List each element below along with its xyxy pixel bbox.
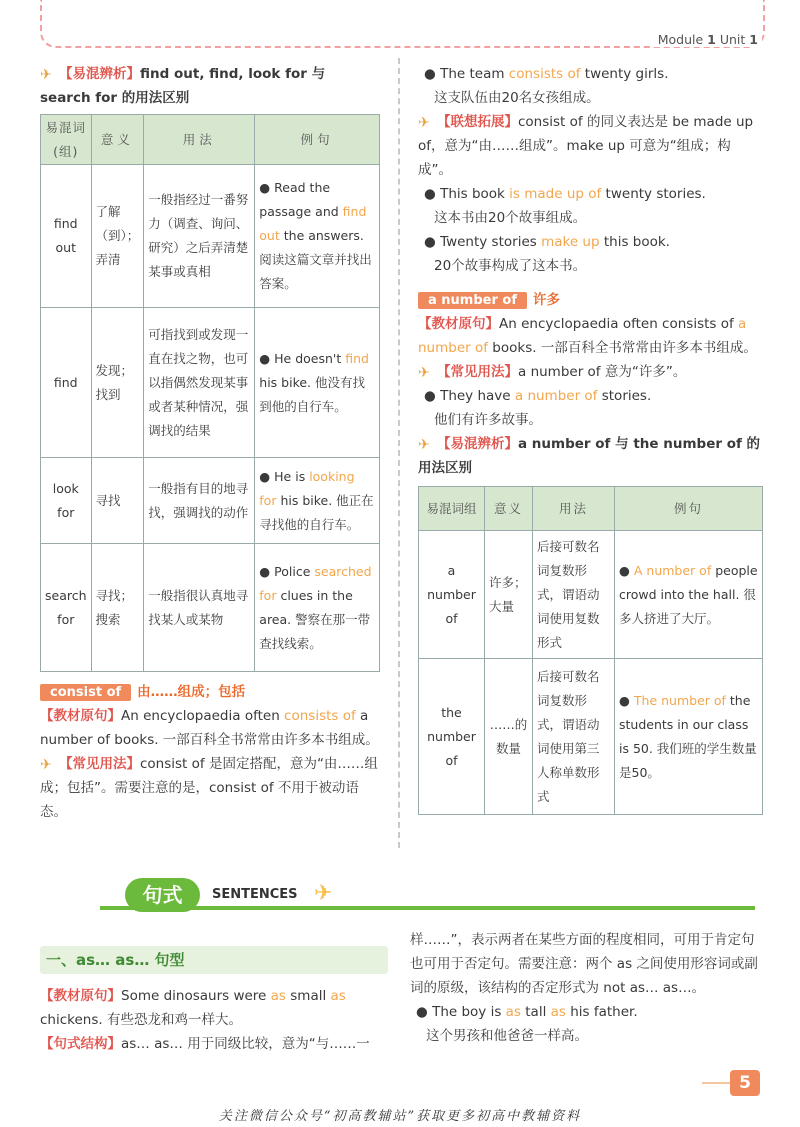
- bird-icon: ✈: [314, 881, 333, 906]
- table-header: 易混词组: [419, 487, 485, 531]
- bird-icon: ✈: [40, 67, 52, 83]
- find-table: [40, 114, 380, 672]
- table-row: a number of 许多；大量 后接可数名词复数形式，谓语动词使用复数形式 ● A number of people crowd into the hall. 很多人挤进了大厅。: [419, 531, 763, 659]
- example-bullet: ● Twenty stories make up this book.: [424, 234, 670, 250]
- table-row: find out 了解（到）；弄清 一般指经过一番努力（调查、询问、研究）之后弄清楚某事或真相 ● Read the passage and find out the answers. 阅读这篇文章并找出答案。: [41, 165, 380, 308]
- table-header: 意义: [485, 487, 533, 531]
- table-header: 例句: [255, 115, 380, 165]
- column-divider: [398, 58, 400, 848]
- example-bullet: ● This book is made up of twenty stories.: [424, 186, 706, 202]
- structure-note-continued: 样……”，表示两者在某些方面的程度相同，可用于肯定句也可用于否定句。需要注意：两个 as 之间使用形容词或副词的原级，该结构的否定形式为 not as… as…。: [410, 932, 758, 996]
- bird-icon: ✈: [418, 365, 430, 381]
- example-translation: 他们有许多故事。: [434, 412, 542, 428]
- bird-icon: ✈: [418, 115, 430, 131]
- number-table: [418, 486, 763, 815]
- table-header: 例句: [615, 487, 763, 531]
- consist-of-heading: consist of 由……组成；包括: [40, 680, 380, 704]
- textbook-sentence: 【教材原句】An encyclopaedia often consists of a number of books. 一部百科全书常常由许多本书组成。: [40, 708, 379, 748]
- table-header: 用法: [533, 487, 615, 531]
- table-row: look for 寻找 一般指有目的地寻找，强调找的动作 ● He is looking for his bike. 他正在寻找他的自行车。: [41, 458, 380, 544]
- association-note: ✈ 【联想拓展】consist of 的同义表达是 be made up of，意为“由……组成”。make up 可意为“组成；构成”。: [418, 114, 754, 178]
- confusion-title: ✈ 【易混辨析】a number of 与 the number of 的用法区别: [418, 436, 761, 476]
- section-line: [100, 906, 755, 910]
- module-unit-label: Module 1 Unit 1: [654, 32, 762, 47]
- example-translation: 这个男孩和他爸爸一样高。: [426, 1028, 588, 1044]
- page-number-line: [702, 1082, 730, 1084]
- table-row: find 发现；找到 可指找到或发现一直在找之物，也可以指偶然发现某事或者某种情况，强调找的结果 ● He doesn't find his bike. 他没有找到他的自行车。: [41, 308, 380, 458]
- common-usage: ✈ 【常见用法】consist of 是固定搭配，意为“由……组成；包括”。需要注意的是，consist of 不用于被动语态。: [40, 756, 378, 820]
- example-translation: 这本书由20个故事组成。: [434, 210, 587, 226]
- table-header: 用法: [144, 115, 255, 165]
- table-header: 意义: [91, 115, 144, 165]
- textbook-sentence: 【教材原句】An encyclopaedia often consists of a number of books. 一部百科全书常常由许多本书组成。: [418, 316, 757, 356]
- bottom-left-text: [40, 984, 390, 1056]
- example-bullet: ● The boy is as tall as his father.: [416, 1004, 638, 1020]
- example-translation: 20个故事构成了这本书。: [434, 258, 587, 274]
- common-usage: ✈ 【常见用法】a number of 意为“许多”。: [418, 364, 687, 381]
- left-column: [40, 62, 380, 824]
- right-column: [418, 62, 763, 815]
- confusion-title: ✈ 【易混辨析】find out, find, look for 与 search for 的用法区别: [40, 66, 326, 106]
- section-english-label: SENTENCES: [212, 887, 298, 902]
- table-row: search for 寻找；搜索 一般指很认真地寻找某人或某物 ● Police searched for clues in the area. 警察在那一带查找线索。: [41, 544, 380, 672]
- page-number: 5: [730, 1070, 760, 1096]
- example-translation: 这支队伍由20名女孩组成。: [434, 90, 600, 106]
- bottom-right-text: [410, 928, 762, 1048]
- example-bullet: ● The team consists of twenty girls.: [424, 66, 669, 82]
- textbook-sentence: 【教材原句】Some dinosaurs were as small as chickens. 有些恐龙和鸡一样大。: [40, 988, 346, 1028]
- bird-icon: ✈: [40, 757, 52, 773]
- table-row: the number of ……的数量 后接可数名词复数形式，谓语动词使用第三人称单数形式 ● The number of the students in our class is 50. 我们班的学生数量是50。: [419, 659, 763, 815]
- bird-icon: ✈: [418, 437, 430, 453]
- subsection-title: 一、as… as… 句型: [40, 946, 388, 974]
- structure-note: 【句式结构】as… as… 用于同级比较，意为“与……一: [40, 1036, 370, 1052]
- sentences-section-bar: [40, 878, 755, 916]
- footer-note: 关注微信公众号“初高教辅站”获取更多初高中教辅资料: [218, 1109, 582, 1124]
- section-label: 句式: [125, 878, 200, 912]
- example-bullet: ● They have a number of stories.: [424, 388, 652, 404]
- a-number-of-heading: a number of 许多: [418, 288, 763, 312]
- table-header: 易混词(组): [41, 115, 92, 165]
